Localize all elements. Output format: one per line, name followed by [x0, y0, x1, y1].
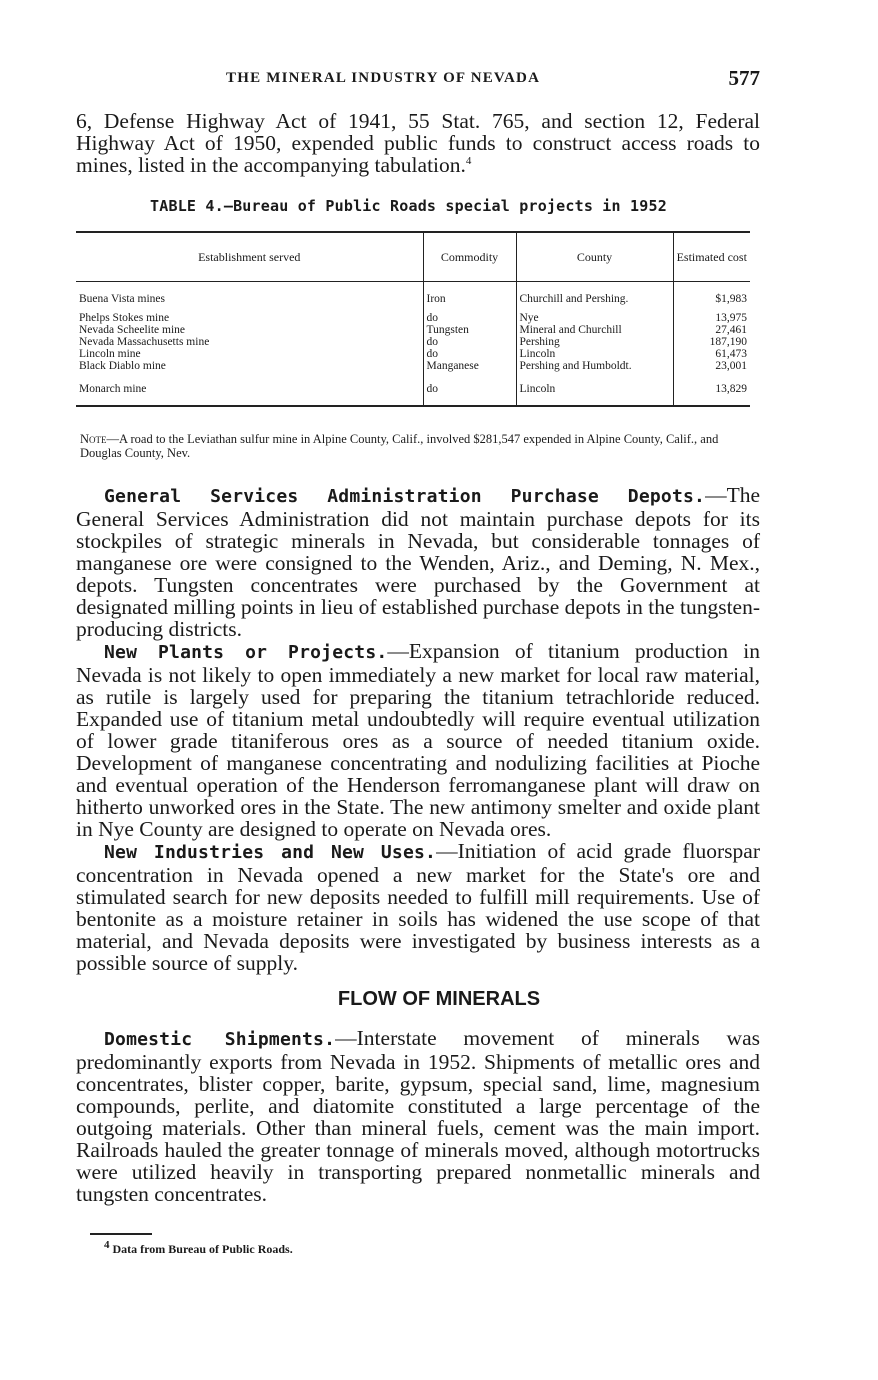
table-header-row — [76, 232, 750, 282]
section-new-industries — [76, 840, 760, 974]
cell-county: Lincoln — [516, 372, 673, 406]
cell-commodity: Iron — [423, 282, 516, 312]
section-gsa — [76, 484, 760, 640]
page-number: 577 — [728, 66, 760, 90]
run-in-heading: General Services Administration Purchase Depots. — [104, 486, 706, 507]
note-label: Note — [80, 432, 107, 446]
cell-establishment: Phelps Stokes mine — [79, 311, 170, 324]
footnote-text: Data from Bureau of Public Roads. — [112, 1242, 293, 1256]
intro-paragraph — [76, 110, 760, 176]
table-row — [76, 360, 750, 372]
cell-county: Mineral and Churchill — [516, 324, 673, 336]
cell-cost: $1,983 — [673, 282, 750, 312]
cell-cost: 61,473 — [673, 348, 750, 360]
cell-establishment: Monarch mine — [76, 372, 423, 406]
main-sections — [76, 484, 760, 974]
cell-commodity: do — [423, 312, 516, 324]
cell-cost: 23,001 — [673, 360, 750, 372]
footnote-ref: 4 — [465, 154, 472, 167]
footnote-rule — [90, 1233, 152, 1235]
header-establishment: Establishment served — [76, 232, 423, 282]
cell-cost: 187,190 — [673, 336, 750, 348]
running-title: THE MINERAL INDUSTRY OF NEVADA — [226, 70, 541, 86]
running-head — [76, 66, 760, 92]
header-cost: Estimated cost — [673, 232, 750, 282]
section-heading: FLOW OF MINERALS — [337, 988, 541, 1010]
cell-cost: 13,975 — [673, 312, 750, 324]
cell-county: Lincoln — [516, 348, 673, 360]
cell-establishment: Buena Vista mines — [79, 293, 165, 305]
projects-table — [76, 231, 750, 407]
cell-commodity: do — [423, 348, 516, 360]
cell-county: Pershing and Humboldt. — [516, 360, 673, 372]
cell-county: Nye — [516, 312, 673, 324]
domestic-shipments — [76, 1027, 760, 1205]
footnote — [104, 1239, 293, 1257]
section-text: —Expansion of titanium production in Nevada is not likely to open immediately a new market for local raw material, as rutile is largely used for preparing the titanium tetrachloride reduced. Expanded use of titanium metal undoubtedly will require eventual utilization of lower grade titaniferous ores as a source of needed titanium oxide. Development of manganese concentrating and nodulizing facilities at Pioche and eventual operation of the Henderson ferromanganese plant will draw on hitherto unworked ores in the State. The new antimony smelter and oxide plant in Nye County are designed to operate on Nevada ores. — [76, 639, 760, 841]
section-new-plants — [76, 640, 760, 840]
table-note — [80, 432, 756, 460]
cell-commodity: do — [423, 336, 516, 348]
cell-establishment: Lincoln mine — [79, 347, 141, 360]
table-row — [76, 372, 750, 406]
cell-county: Churchill and Pershing. — [516, 282, 673, 312]
section-text: —The General Services Administration did not maintain purchase depots for its stockpiles of strategic minerals in Nevada, but considerable tonnages of manganese ore were consigned to the Wenden, Ariz., and Deming, N. Mex., depots. Tungsten concentrates were purchased by the Government at designated milling points in lieu of established purchase depots in the tungsten-producing districts. — [76, 483, 760, 641]
note-text: —A road to the Leviathan sulfur mine in Alpine County, Calif., involved $281,547 expended in Alpine County, Calif., and Douglas County, Nev. — [80, 432, 719, 460]
cell-commodity: Manganese — [423, 360, 516, 372]
cell-county: Pershing — [516, 336, 673, 348]
section-text: —Interstate movement of minerals was predominantly exports from Nevada in 1952. Shipments of metallic ores and concentrates, blister copper, barite, gypsum, special sand, lime, magnesium compounds, perlite, and diatomite constituted a large percentage of the outgoing materials. Other than mineral fuels, cement was the main import. Railroads hauled the greater tonnage of minerals moved, although motortrucks were utilized heavily in transporting prepared nonmetallic minerals and tungsten concentrates. — [76, 1026, 760, 1206]
footnote-marker: 4 — [104, 1239, 110, 1251]
cell-commodity: Tungsten — [423, 324, 516, 336]
cell-cost: 27,461 — [673, 324, 750, 336]
table-row — [76, 348, 750, 360]
header-commodity: Commodity — [423, 232, 516, 282]
run-in-heading: Domestic Shipments. — [104, 1029, 336, 1050]
table-row — [76, 312, 750, 324]
section-text: —Initiation of acid grade fluorspar concentration in Nevada opened a new market for the State's ore and stimulated search for new deposits needed to fulfill mill requirements. Use of bentonite as a moisture retainer in soils has widened the use scope of that material, and Nevada deposits were investigated by business interests as a possible source of supply. — [76, 839, 760, 975]
cell-establishment: Black Diablo mine — [79, 359, 166, 372]
table-row — [76, 324, 750, 336]
table-row — [76, 282, 750, 312]
cell-establishment: Nevada Massachusetts mine — [79, 335, 210, 348]
header-county: County — [516, 232, 673, 282]
run-in-heading: New Industries and New Uses. — [104, 842, 437, 863]
intro-text: 6, Defense Highway Act of 1941, 55 Stat. 765, and section 12, Federal Highway Act of 1950, expended public funds to construct access roads to mines, listed in the accompanying tabulation. — [76, 109, 760, 177]
cell-establishment: Nevada Scheelite mine — [79, 323, 186, 336]
table-caption: TABLE 4.—Bureau of Public Roads special projects in 1952 — [150, 197, 667, 215]
cell-cost: 13,829 — [673, 372, 750, 406]
cell-commodity: do — [423, 372, 516, 406]
run-in-heading: New Plants or Projects. — [104, 642, 388, 663]
table-row — [76, 336, 750, 348]
